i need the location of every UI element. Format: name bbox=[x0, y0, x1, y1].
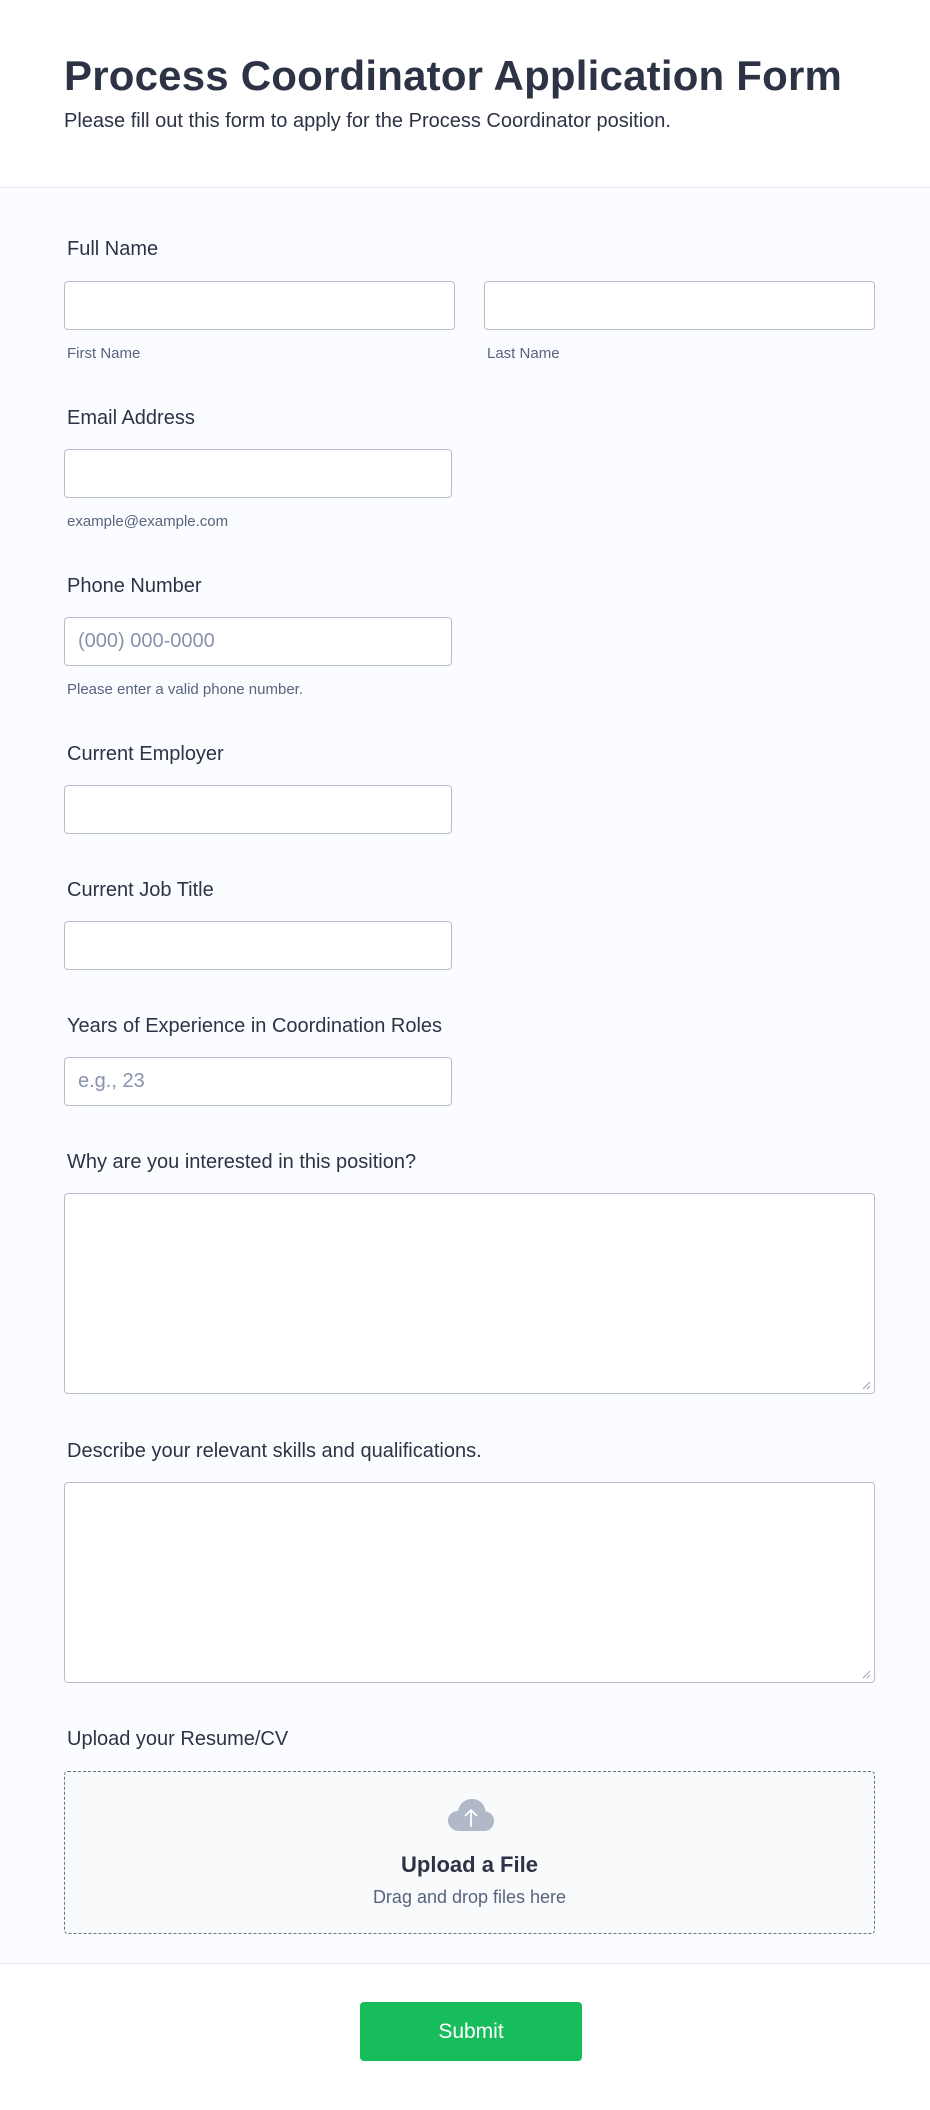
upload-title: Upload a File bbox=[401, 1852, 538, 1877]
cloud-upload-icon bbox=[447, 1797, 495, 1833]
employer-input[interactable] bbox=[64, 785, 452, 834]
form-title: Process Coordinator Application Form bbox=[64, 52, 843, 99]
job-title-input[interactable] bbox=[64, 921, 452, 970]
resize-grip-icon[interactable] bbox=[861, 1380, 871, 1390]
form-header bbox=[0, 0, 930, 188]
interest-textarea[interactable] bbox=[64, 1193, 875, 1394]
full-name-label: Full Name bbox=[67, 238, 159, 260]
skills-textarea[interactable] bbox=[64, 1482, 875, 1683]
email-input[interactable] bbox=[64, 449, 452, 498]
skills-label: Describe your relevant skills and qualifications. bbox=[67, 1440, 482, 1462]
resume-label: Upload your Resume/CV bbox=[67, 1728, 289, 1750]
upload-hint: Drag and drop files here bbox=[372, 1887, 567, 1907]
phone-input[interactable] bbox=[64, 617, 452, 666]
employer-label: Current Employer bbox=[67, 743, 224, 765]
first-name-sublabel: First Name bbox=[67, 345, 141, 362]
email-label: Email Address bbox=[67, 407, 195, 429]
last-name-input[interactable] bbox=[484, 281, 875, 330]
first-name-input[interactable] bbox=[64, 281, 455, 330]
interest-label: Why are you interested in this position? bbox=[67, 1151, 417, 1173]
resize-grip-icon[interactable] bbox=[861, 1669, 871, 1679]
phone-sublabel: Please enter a valid phone number. bbox=[67, 681, 303, 698]
experience-input[interactable] bbox=[64, 1057, 452, 1106]
experience-label: Years of Experience in Coordination Roles bbox=[67, 1015, 443, 1037]
form-subtitle: Please fill out this form to apply for the Process Coordinator position. bbox=[64, 110, 671, 132]
phone-label: Phone Number bbox=[67, 575, 202, 597]
submit-button[interactable]: Submit bbox=[360, 2002, 582, 2061]
form-footer bbox=[0, 1963, 930, 2110]
last-name-sublabel: Last Name bbox=[487, 345, 560, 362]
email-sublabel: example@example.com bbox=[67, 513, 229, 530]
file-upload-dropzone[interactable] bbox=[64, 1771, 875, 1934]
job-title-label: Current Job Title bbox=[67, 879, 214, 901]
